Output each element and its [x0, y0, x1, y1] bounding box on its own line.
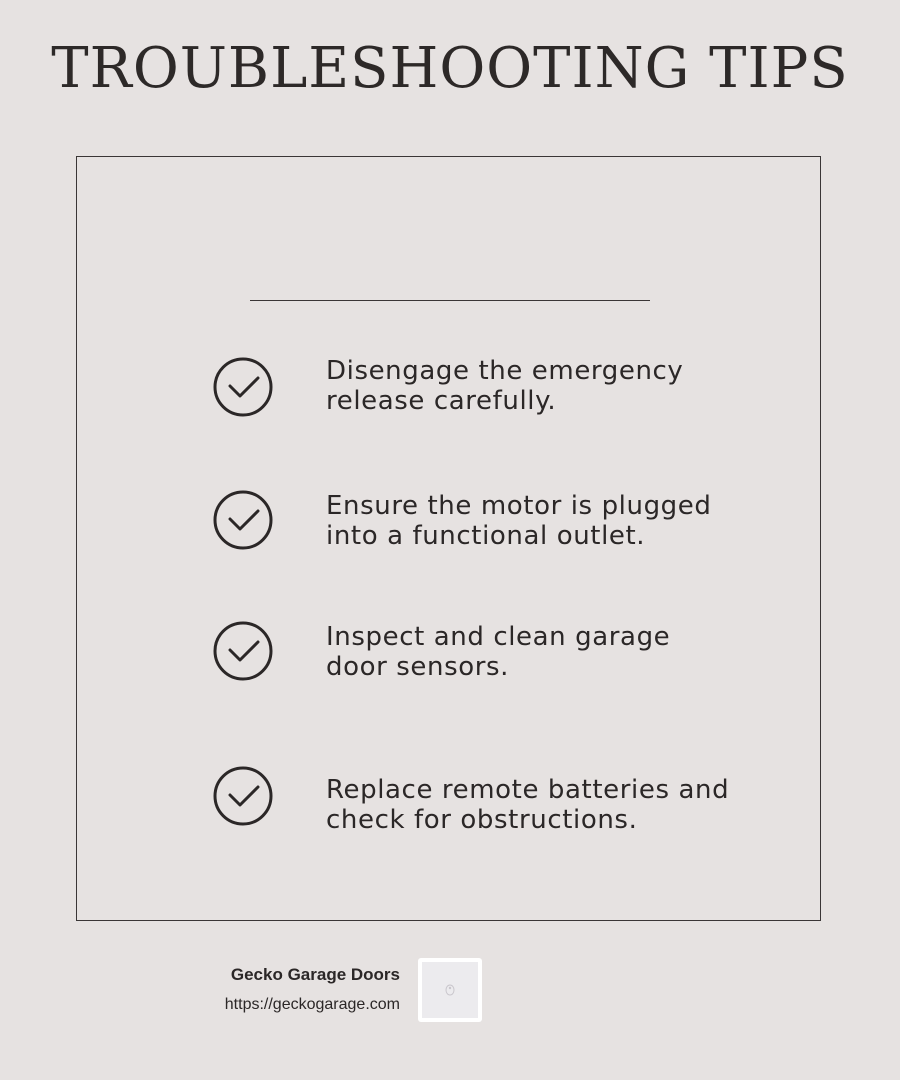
tip-item — [0, 765, 900, 845]
company-name: Gecko Garage Doors — [230, 965, 400, 984]
tip-text-line: check for obstructions. — [326, 805, 638, 835]
check-circle-icon — [212, 620, 274, 682]
tip-text-line: Disengage the emergency — [326, 356, 684, 386]
page-title: TROUBLESHOOTING TIPS — [51, 36, 849, 101]
gecko-logo-icon — [443, 982, 457, 998]
company-logo — [418, 958, 482, 1022]
company-url[interactable]: https://geckogarage.com — [224, 996, 400, 1013]
tip-item — [0, 620, 900, 700]
tip-text — [326, 491, 766, 551]
tip-text-line: into a functional outlet. — [326, 521, 646, 551]
tip-text-line: Inspect and clean garage — [326, 622, 671, 652]
tip-text — [326, 356, 766, 416]
tip-item — [0, 489, 900, 569]
check-circle-icon — [212, 489, 274, 551]
tip-item — [0, 356, 900, 436]
check-circle-icon — [212, 356, 274, 418]
tip-text — [326, 622, 766, 682]
divider-line — [250, 300, 650, 301]
tip-text-line: Replace remote batteries and — [326, 775, 730, 805]
tip-text-line: door sensors. — [326, 652, 510, 682]
check-circle-icon — [212, 765, 274, 827]
tip-text-line: Ensure the motor is plugged — [326, 491, 712, 521]
tip-text — [326, 775, 766, 835]
tip-text-line: release carefully. — [326, 386, 557, 416]
